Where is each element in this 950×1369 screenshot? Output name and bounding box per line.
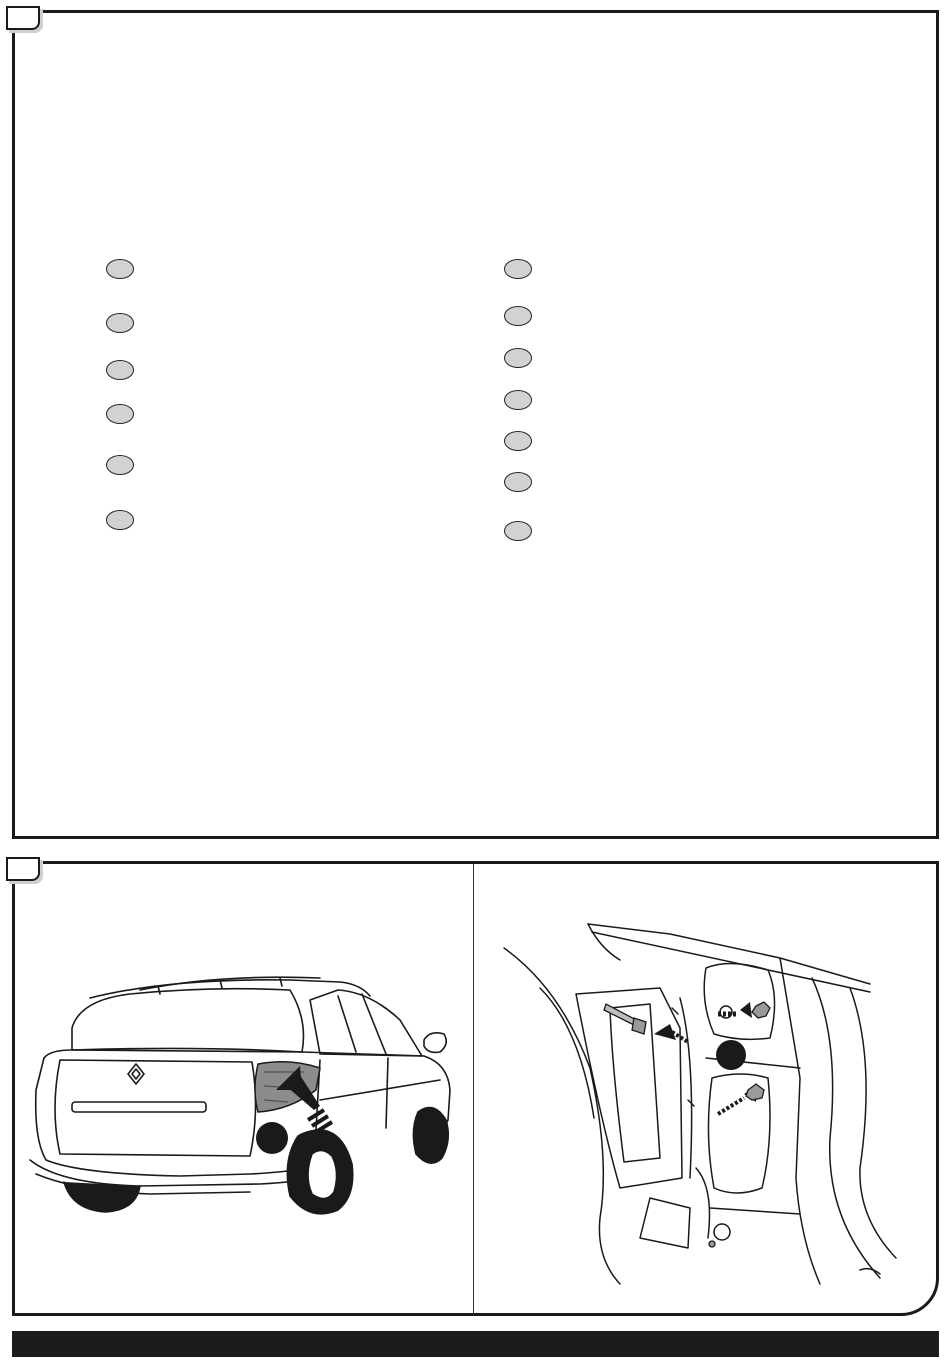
step-tab-2 — [6, 857, 40, 881]
legend-marker — [504, 259, 532, 279]
legend-marker — [504, 472, 532, 492]
panel-divider — [473, 864, 474, 1316]
boot-interior-illustration — [500, 918, 900, 1288]
footer-bar — [12, 1331, 939, 1357]
marker-dot-icon — [256, 1122, 288, 1154]
marker-dot-icon — [716, 1040, 746, 1070]
legend-marker — [504, 390, 532, 410]
legend-marker — [106, 360, 134, 380]
legend-marker — [106, 455, 134, 475]
car-illustration — [20, 960, 460, 1220]
step-tab-1 — [6, 6, 40, 30]
legend-marker — [504, 306, 532, 326]
legend-marker — [504, 521, 532, 541]
legend-marker — [106, 404, 134, 424]
legend-panel — [12, 10, 939, 839]
legend-marker — [504, 431, 532, 451]
legend-marker — [504, 348, 532, 368]
legend-marker — [106, 259, 134, 279]
legend-marker — [106, 510, 134, 530]
legend-marker — [106, 313, 134, 333]
